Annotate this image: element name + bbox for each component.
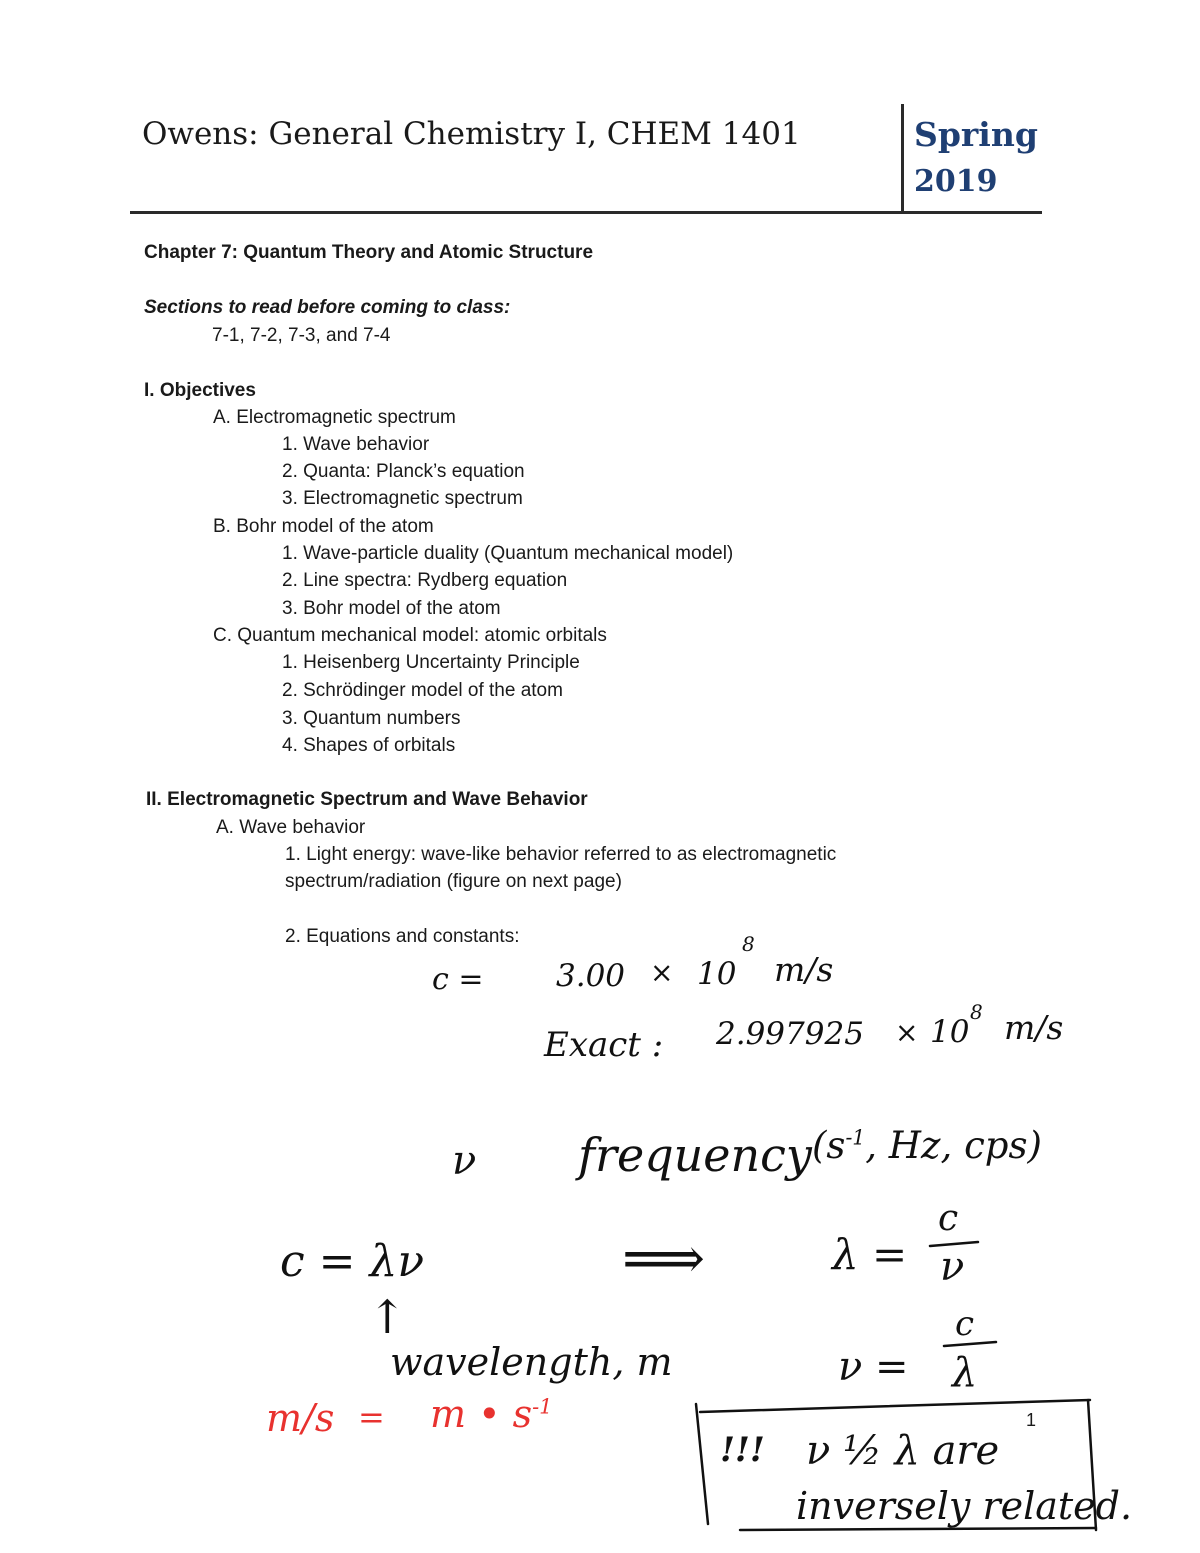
- note-eq-c-lambda-nu: c = λν: [280, 1236, 425, 1287]
- note-nu-eq: ν =: [838, 1344, 909, 1390]
- term-season: Spring: [914, 115, 1038, 154]
- objective-c1: 1. Heisenberg Uncertainty Principle: [282, 652, 580, 673]
- box-line1: ν ½ λ are: [806, 1428, 1000, 1474]
- section2-a: A. Wave behavior: [216, 817, 366, 838]
- objective-c2: 2. Schrödinger model of the atom: [282, 680, 563, 701]
- section2-item1-line1: 1. Light energy: wave-like behavior referred to as electromagnetic: [285, 844, 837, 865]
- objective-c: C. Quantum mechanical model: atomic orbitals: [213, 625, 607, 646]
- note-units-lhs: m/s: [266, 1396, 335, 1440]
- term-year: 2019: [914, 164, 998, 199]
- objectives-heading: I. Objectives: [144, 380, 256, 401]
- reading-sections: 7-1, 7-2, 7-3, and 7-4: [212, 325, 391, 346]
- section2-heading: II. Electromagnetic Spectrum and Wave Behavior: [146, 789, 588, 810]
- note-ten-2: 10: [930, 1014, 970, 1050]
- box-line2: inversely related.: [796, 1484, 1133, 1528]
- note-box-bottom: [740, 1528, 1096, 1530]
- section2-item1-line2: spectrum/radiation (figure on next page): [285, 871, 622, 892]
- section2-item2: 2. Equations and constants:: [285, 926, 520, 947]
- course-title: Owens: General Chemistry I, CHEM 1401: [142, 116, 801, 152]
- note-units-rhs: m • $s^{-1}$: [430, 1392, 553, 1436]
- note-exact-exp: 8: [970, 1000, 983, 1024]
- box-marks: !!!: [720, 1430, 765, 1470]
- note-nu-den: λ: [952, 1350, 978, 1396]
- lambda-fraction-bar: [930, 1242, 978, 1246]
- objective-c3: 3. Quantum numbers: [282, 708, 461, 729]
- note-c-value: 3.00: [556, 958, 626, 994]
- note-lambda-eq: λ =: [832, 1230, 908, 1279]
- chapter-title: Chapter 7: Quantum Theory and Atomic Structure: [144, 242, 594, 263]
- note-implies-arrow: ⟹: [622, 1224, 706, 1292]
- note-times-2: ×: [895, 1016, 919, 1049]
- objective-b3: 3. Bohr model of the atom: [282, 598, 501, 619]
- note-c-exp: 8: [742, 932, 755, 956]
- note-exact-label: Exact :: [544, 1025, 664, 1065]
- note-box-left: [696, 1404, 708, 1524]
- note-frequency-units: ($s^{-1}$, Hz, cps): [812, 1124, 1042, 1167]
- note-c-unit: m/s: [774, 950, 834, 989]
- objective-b1: 1. Wave-particle duality (Quantum mechanical model): [282, 543, 734, 564]
- objective-a: A. Electromagnetic spectrum: [213, 407, 456, 428]
- reading-label: Sections to read before coming to class:: [144, 297, 511, 318]
- objective-a2: 2. Quanta: Planck’s equation: [282, 461, 525, 482]
- objective-b: B. Bohr model of the atom: [213, 516, 434, 537]
- page-number: 1: [1026, 1410, 1037, 1430]
- note-times-1: ×: [650, 956, 674, 989]
- note-box-right: [1088, 1400, 1096, 1530]
- objective-a3: 3. Electromagnetic spectrum: [282, 488, 523, 509]
- objective-c4: 4. Shapes of orbitals: [282, 735, 456, 756]
- note-nu-num: c: [955, 1304, 975, 1344]
- note-exact-unit: m/s: [1004, 1008, 1064, 1047]
- note-frequency-word: frequency: [578, 1128, 812, 1182]
- objective-a1: 1. Wave behavior: [282, 434, 430, 455]
- note-units-eq: =: [358, 1398, 385, 1436]
- note-box-top: [700, 1400, 1090, 1412]
- note-ten-1: 10: [697, 956, 737, 992]
- objective-b2: 2. Line spectra: Rydberg equation: [282, 570, 568, 591]
- note-nu-symbol: ν: [452, 1138, 477, 1184]
- note-up-arrow: ↑: [368, 1290, 407, 1344]
- note-lambda-den: ν: [940, 1244, 965, 1290]
- note-exact-value: 2.997925: [716, 1016, 864, 1052]
- note-wavelength: wavelength, m: [390, 1340, 673, 1384]
- note-lambda-num: c: [938, 1198, 959, 1239]
- nu-fraction-bar: [944, 1342, 996, 1346]
- note-c-label: c =: [432, 962, 484, 997]
